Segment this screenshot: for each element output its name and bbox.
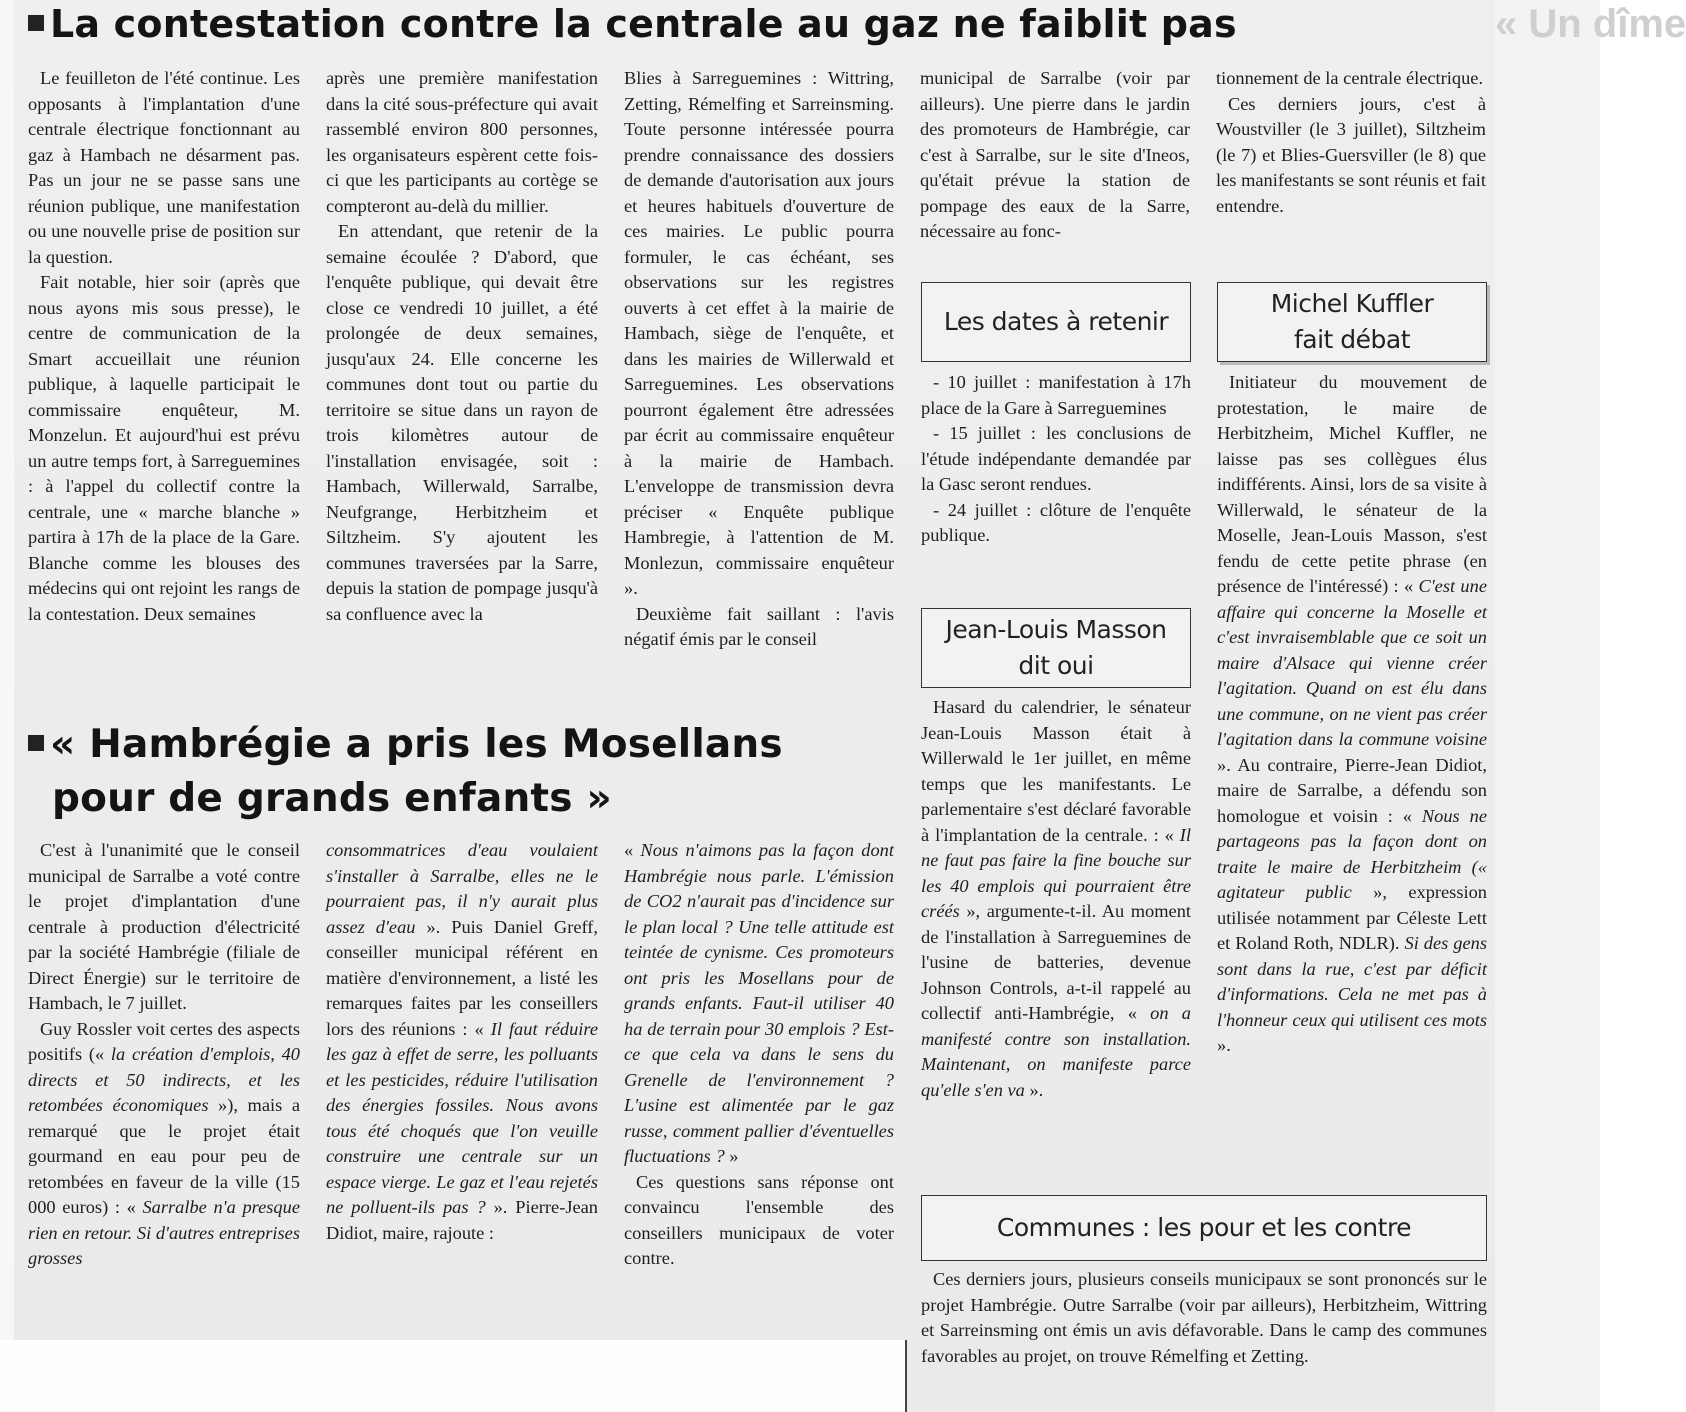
article2-headline-line2: pour de grands enfants » xyxy=(52,776,612,821)
quote-run: Nous n'aimons pas la façon dont Hambrégie nous parle. L'émission de CO2 n'aurait pas d'incidence sur le plan local ? Une telle attitude est teintée de cynisme. Ces promoteurs ont pris les Mosellans pour de grands enfants. Faut-il utiliser 40 ha de terrain pour 30 emplois ? Est-ce que cela va dans le sens du Grenelle de l'environnement ? L'usine est alimentée par le gaz russe, comment pallier d'éventuelles fluctuations ? xyxy=(624,840,894,1166)
communes-box-title xyxy=(921,1195,1487,1261)
date-item: - 15 juillet : les conclusions de l'étude indépendante demandée par la Gasc seront rendues. xyxy=(921,423,1191,494)
text-run: ». xyxy=(1217,1035,1231,1055)
paragraph: tionnement de la centrale électrique. xyxy=(1216,68,1484,88)
quote-run: Si des gens sont dans la rue, c'est par déficit d'informations. Cela ne met pas à l'honneur ceux qui utilisent ces mots xyxy=(1217,933,1488,1030)
paragraph xyxy=(921,695,1191,1103)
paragraph: En attendant, que retenir de la semaine écoulée ? D'abord, que l'enquête publique, qui devait être close ce vendredi 10 juillet, a été prolongée de deux semaines, jusqu'aux 24. Elle concerne les communes dont tout ou partie du territoire se situe dans un rayon de trois kilomètres autour de l'installation envisagée, soit : Hambach, Willerwald, Sarralbe, Neufgrange, Herbitzheim et Siltzheim. S'y ajoutent les communes traversées par la Sarre, depuis la station de pompage jusqu'à sa confluence avec la xyxy=(326,221,598,624)
adjacent-article-bleed xyxy=(1495,0,1686,1412)
dates-box-title-text: Les dates à retenir xyxy=(943,307,1169,336)
communes-title-text: Communes : les pour et les contre xyxy=(996,1213,1412,1242)
quote-run: Il ne faut pas faire la fine bouche sur les 40 emplois qui pourraient être créés xyxy=(921,824,1191,921)
paragraph xyxy=(28,1017,300,1272)
text-run: », expression utilisée notamment par Céleste Lett et Roland Roth, NDLR). xyxy=(1217,882,1487,953)
text-run: »), mais a remarqué que le projet était gourmand en eau pour peu de retombées en faveur de la ville (15 000 euros) : « xyxy=(28,1095,300,1217)
quote-run: C'est une affaire qui concerne la Moselle et c'est invraisemblable que ce soit un maire d'Alsace qui vienne créer l'agitation. Quand on est élu dans une commune, on ne vient pas créer l'agitation dans la commune voisine xyxy=(1217,576,1487,749)
paragraph: C'est à l'unanimité que le conseil municipal de Sarralbe a voté contre le projet d'implantation d'une centrale à production d'électricité par la société Hambrégie (filiale de Direct Énergie) sur le territoire de Hambach, le 7 juillet. xyxy=(28,840,300,1013)
paragraph xyxy=(326,838,598,1246)
paragraph: après une première manifestation dans la cité sous-préfecture qui avait rassemblé environ 800 personnes, les organisateurs espèrent cette fois-ci que les participants au cortège se compteront au-delà du millier. xyxy=(326,68,598,216)
text-run: ». Puis Daniel Greff, conseiller municipal référent en matière d'environnement, a listé les remarques faites par les conseillers lors des réunions : « xyxy=(326,916,599,1039)
date-item: - 24 juillet : clôture de l'enquête publique. xyxy=(921,499,1191,545)
masson-title-line2: dit oui xyxy=(1018,651,1094,680)
quote-run: Nous ne partageons pas la façon dont on traite le maire de Herbitzheim (« agitateur public xyxy=(1217,805,1487,902)
scan-margin-left xyxy=(0,0,14,1340)
masson-text xyxy=(921,695,1191,1103)
text-run: Hasard du calendrier, le sénateur Jean-Louis Masson était à Willerwald le 1er juillet, en même temps que les manifestants. Le parlementaire s'est déclaré favorable à l'implantation de la centrale. : « xyxy=(921,697,1191,845)
paragraph: Fait notable, hier soir (après que nous ayons mis sous presse), le centre de communication de la Smart accueillait une réunion publique, à laquelle participait le commissaire enquêteur, M. Monzelun. Et aujourd'hui est prévu un autre temps fort, à Sarreguemines : à l'appel du collectif contre la centrale, une « marche blanche » partira à 17h de la place de la Gare. Blanche comme les blouses des médecins qui ont rejoint les rangs de la contestation. Deux semaines xyxy=(28,272,300,624)
article1-headline-text: La contestation contre la centrale au gaz ne faiblit pas xyxy=(50,2,1237,46)
article2-column-2 xyxy=(326,838,598,1246)
text-run: Guy Rossler voit certes des aspects positifs (« xyxy=(28,1018,300,1064)
quote-run: Il faut réduire les gaz à effet de serre, les polluants et les pesticides, réduire l'utilisation des énergies fossiles. Nous avons tous été choqués que l'on veuille construire une centrale sur un espace vierge. Le gaz et l'eau rejetés ne polluent-ils pas ? xyxy=(326,1018,599,1217)
quote-run: Sarralbe n'a presque rien en retour. Si d'autres entreprises grosses xyxy=(28,1197,300,1268)
kuffler-box-title xyxy=(1217,282,1487,362)
date-item: - 10 juillet : manifestation à 17h place de la Gare à Sarreguemines xyxy=(921,372,1191,418)
paragraph: municipal de Sarralbe (voir par ailleurs). Une pierre dans le jardin des promoteurs de Hambrégie, car c'est à Sarralbe, sur le site d'Ineos, qu'était prévue la station de pompage des eaux de la Sarre, nécessaire au fonc- xyxy=(920,68,1190,241)
paragraph: Blies à Sarreguemines : Wittring, Zetting, Rémelfing et Sarreinsming. Toute personne intéressée pourra prendre connaissance des dossiers de demande d'autorisation aux jours et heures habituels d'ouverture de ces mairies. Le public pourra formuler, le cas échéant, ses observations sur les registres ouverts à cet effet à la mairie de Hambach, siège de l'enquête, et dans les mairies de Willerwald et Sarreguemines. Les observations pourront également être adressées par écrit au commissaire enquêteur à la mairie de Hambach. L'enveloppe de transmission devra préciser « Enquête publique Hambregie, à l'attention de M. Monlezun, commissaire enquêteur ». xyxy=(624,68,894,598)
text-run: », argumente-t-il. Au moment de l'installation à Sarreguemines de l'usine de batteries, devenue Johnson Controls, a-t-il rappelé au collectif anti-Hambrégie, « xyxy=(921,901,1191,1023)
adjacent-headline: « Un dîme xyxy=(1495,2,1686,46)
paragraph: Ces questions sans réponse ont convaincu l'ensemble des conseillers municipaux de voter contre. xyxy=(624,1171,894,1268)
scan-margin-bottom xyxy=(0,1340,905,1412)
quote-run: on a manifesté contre son installation. Maintenant, on manifeste parce qu'elle s'en va xyxy=(921,1003,1191,1100)
text-run: ». Pierre-Jean Didiot, maire, rajoute : xyxy=(326,1197,599,1243)
article1-column-4 xyxy=(920,66,1190,245)
text-run: » xyxy=(724,1146,739,1166)
article2-headline-line1: « Hambrégie a pris les Mosellans xyxy=(50,722,783,767)
article2-headline xyxy=(28,718,783,826)
bullet-square-icon xyxy=(28,735,44,751)
article1-column-2 xyxy=(326,66,598,627)
bullet-square-icon xyxy=(28,15,44,31)
kuffler-text xyxy=(1217,370,1487,1059)
text-run: ». xyxy=(1024,1079,1044,1100)
column-rule xyxy=(905,1340,907,1412)
text-run: ». Au contraire, Pierre-Jean Didiot, maire de Sarralbe, a défendu son homologue et voisin : « xyxy=(1217,754,1487,826)
text-run: Initiateur du mouvement de protestation, le maire de Herbitzheim, Michel Kuffler, ne laisse pas ses collègues élus indifférents. Ainsi, lors de sa visite à Willerwald, le sénateur de la Moselle, Jean-Louis Masson, s'est fendu de cette petite phrase (en présence de l'intéressé) : « xyxy=(1217,372,1487,596)
article2-column-1 xyxy=(28,838,300,1272)
masson-title-line1: Jean-Louis Masson xyxy=(945,615,1167,644)
paragraph: Ces derniers jours, plusieurs conseils municipaux se sont prononcés sur le projet Hambrégie. Outre Sarralbe (voir par ailleurs), Herbitzheim, Wittring et Sarreinsming ont émis un avis défavorable. Dans le camp des communes favorables au projet, on trouve Rémelfing et Zetting. xyxy=(921,1269,1487,1366)
article1-headline xyxy=(28,2,1237,46)
article1-column-3 xyxy=(624,66,894,653)
kuffler-title-line2: fait débat xyxy=(1293,325,1411,354)
paragraph: Le feuilleton de l'été continue. Les opposants à l'implantation d'une centrale électrique fonctionnant au gaz à Hambach ne désarment pas. Pas un jour ne se passe sans une réunion publique, une manifestation ou une nouvelle prise de position sur la question. xyxy=(28,68,300,267)
dates-list xyxy=(921,370,1191,549)
communes-text xyxy=(921,1267,1487,1369)
masson-box-title xyxy=(921,608,1191,688)
paragraph: Deuxième fait saillant : l'avis négatif émis par le conseil xyxy=(624,603,894,649)
paragraph: Ces derniers jours, c'est à Woustviller (le 3 juillet), Siltzheim (le 7) et Blies-Guersviller (le 8) que les manifestants se sont réunis et fait entendre. xyxy=(1216,93,1486,216)
quote-run: consommatrices d'eau voulaient s'installer à Sarralbe, elles ne le pourraient pas, il n'y aurait plus assez d'eau xyxy=(326,840,598,937)
text-run: « xyxy=(624,840,641,860)
dates-box-title xyxy=(921,282,1191,362)
kuffler-title-line1: Michel Kuffler xyxy=(1270,289,1434,318)
paragraph xyxy=(1217,370,1487,1059)
article1-column-5 xyxy=(1216,66,1486,219)
paragraph xyxy=(624,838,894,1170)
article1-column-1 xyxy=(28,66,300,627)
quote-run: la création d'emplois, 40 directs et 50 indirects, et les retombées économiques xyxy=(28,1044,300,1115)
article2-column-3 xyxy=(624,838,894,1272)
